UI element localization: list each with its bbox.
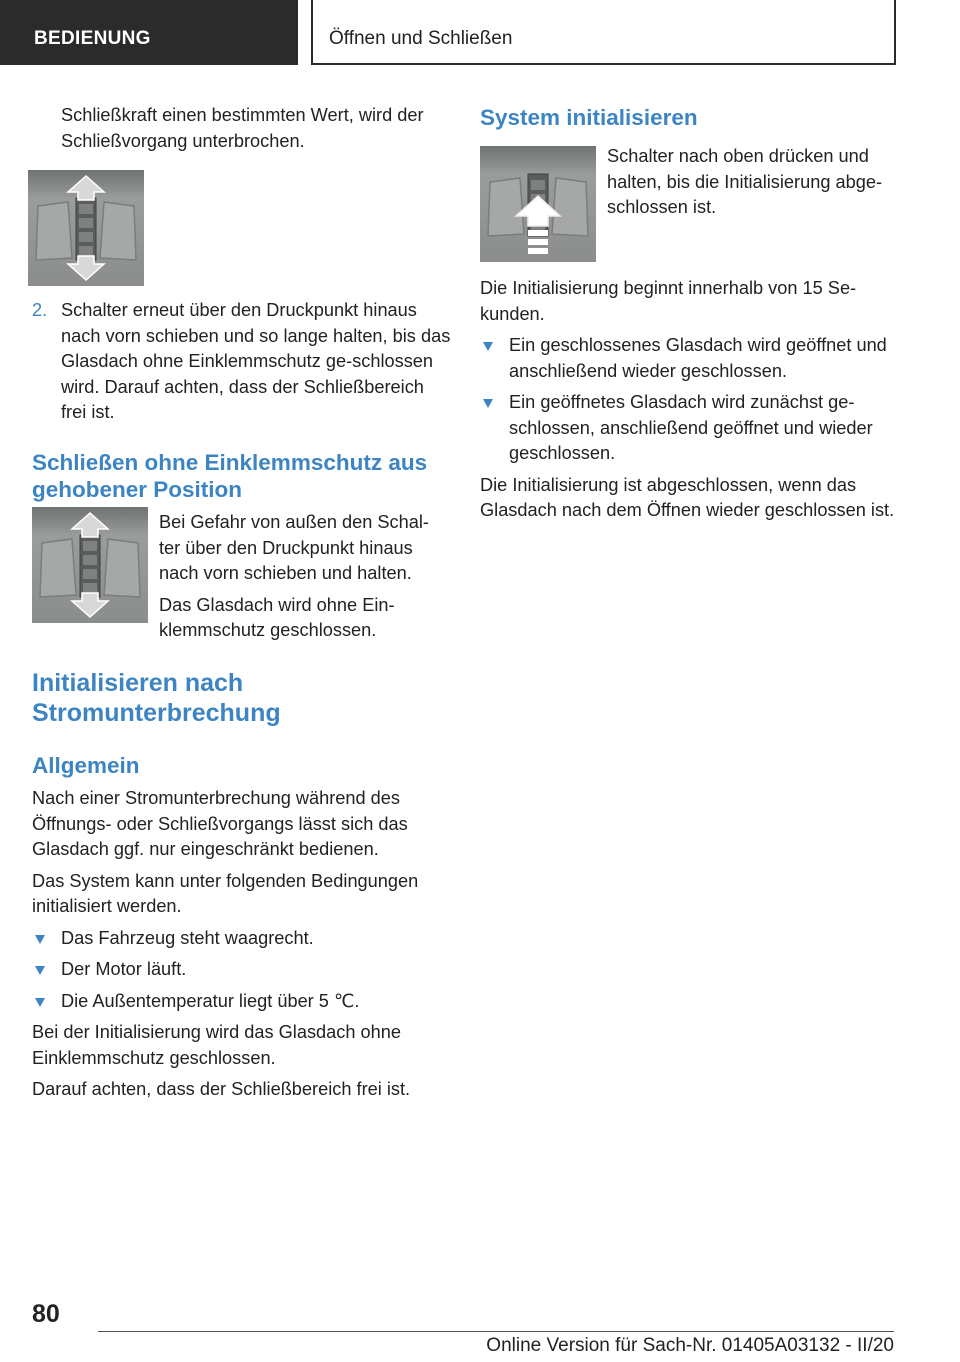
chapter-tab [311,0,896,65]
switch-illustration-up [480,146,596,262]
triangle-bullet-icon [35,966,45,975]
general-section [32,786,452,1103]
list-item: Ein geschlossenes Glasdach wird geöffnet und anschließend wieder geschlossen. [480,333,898,384]
heading-general: Allgemein [32,753,140,778]
triangle-bullet-icon [35,935,45,944]
system-para-3: Die Initialisierung ist abgeschlossen, wenn das Glasdach nach dem Öffnen wieder geschlossen ist. [480,474,895,520]
section-title: BEDIENUNG [34,28,151,49]
step-2 [32,298,452,426]
switch-illustration-up-down [28,170,144,286]
chapter-title: Öffnen und Schließen [329,28,513,49]
heading-close-raised: Schließen ohne Einklemmschutz aus gehobener Position [32,450,428,502]
section-tab [0,0,298,65]
heading-init-after-power-loss: Initialisieren nach Stromunterbrechung [32,669,281,727]
intro-text: Schließkraft einen bestimmten Wert, wird der Schließvorgang unterbrochen. [61,105,424,151]
list-item: Der Motor läuft. [32,957,452,983]
general-para-4: Darauf achten, dass der Schließbereich frei ist. [32,1079,411,1099]
raised-para-1: Bei Gefahr von außen den Schal-ter über den Druckpunkt hinaus nach vorn schieben und halten. [159,512,429,583]
step-text: Schalter erneut über den Druckpunkt hinaus nach vorn schieben und so lange halten, bis das Glasdach ohne Einklemmschutz ge-schlossen wird. Darauf achten, dass der Schließbereich frei ist. [61,300,451,422]
general-para-3: Bei der Initialisierung wird das Glasdach ohne Einklemmschutz geschlossen. [32,1022,402,1068]
switch-illustration-raised [32,507,148,623]
list-item: Ein geöffnetes Glasdach wird zunächst ge-schlossen, anschließend geöffnet und wieder geschlossen. [480,390,898,467]
heading-system-init: System initialisieren [480,105,698,130]
list-item: Die Außentemperatur liegt über 5 ℃. [32,989,452,1015]
raised-para-2: Das Glasdach wird ohne Ein-klemmschutz geschlossen. [159,594,395,640]
triangle-bullet-icon [483,399,493,408]
triangle-bullet-icon [35,998,45,1007]
general-para-1: Nach einer Stromunterbrechung während des Öffnungs- oder Schließvorgangs lässt sich das Glasdach ggf. nur eingeschränkt bedienen. [32,788,408,859]
system-para-2: Die Initialisierung beginnt innerhalb von 15 Se-kunden. [480,278,857,324]
footer-version: Online Version für Sach-Nr. 01405A03132 - II/20 [486,1335,894,1356]
list-item: Das Fahrzeug steht waagrecht. [32,926,452,952]
footer-divider [98,1331,894,1332]
step-number: 2. [32,300,48,320]
system-para-1: Schalter nach oben drücken und halten, bis die Initialisierung abge-schlossen ist. [607,146,883,217]
triangle-bullet-icon [483,342,493,351]
system-section [480,276,898,524]
page-number: 80 [32,1300,60,1328]
raised-text-block [159,510,449,644]
general-para-2: Das System kann unter folgenden Bedingungen initialisiert werden. [32,870,419,916]
